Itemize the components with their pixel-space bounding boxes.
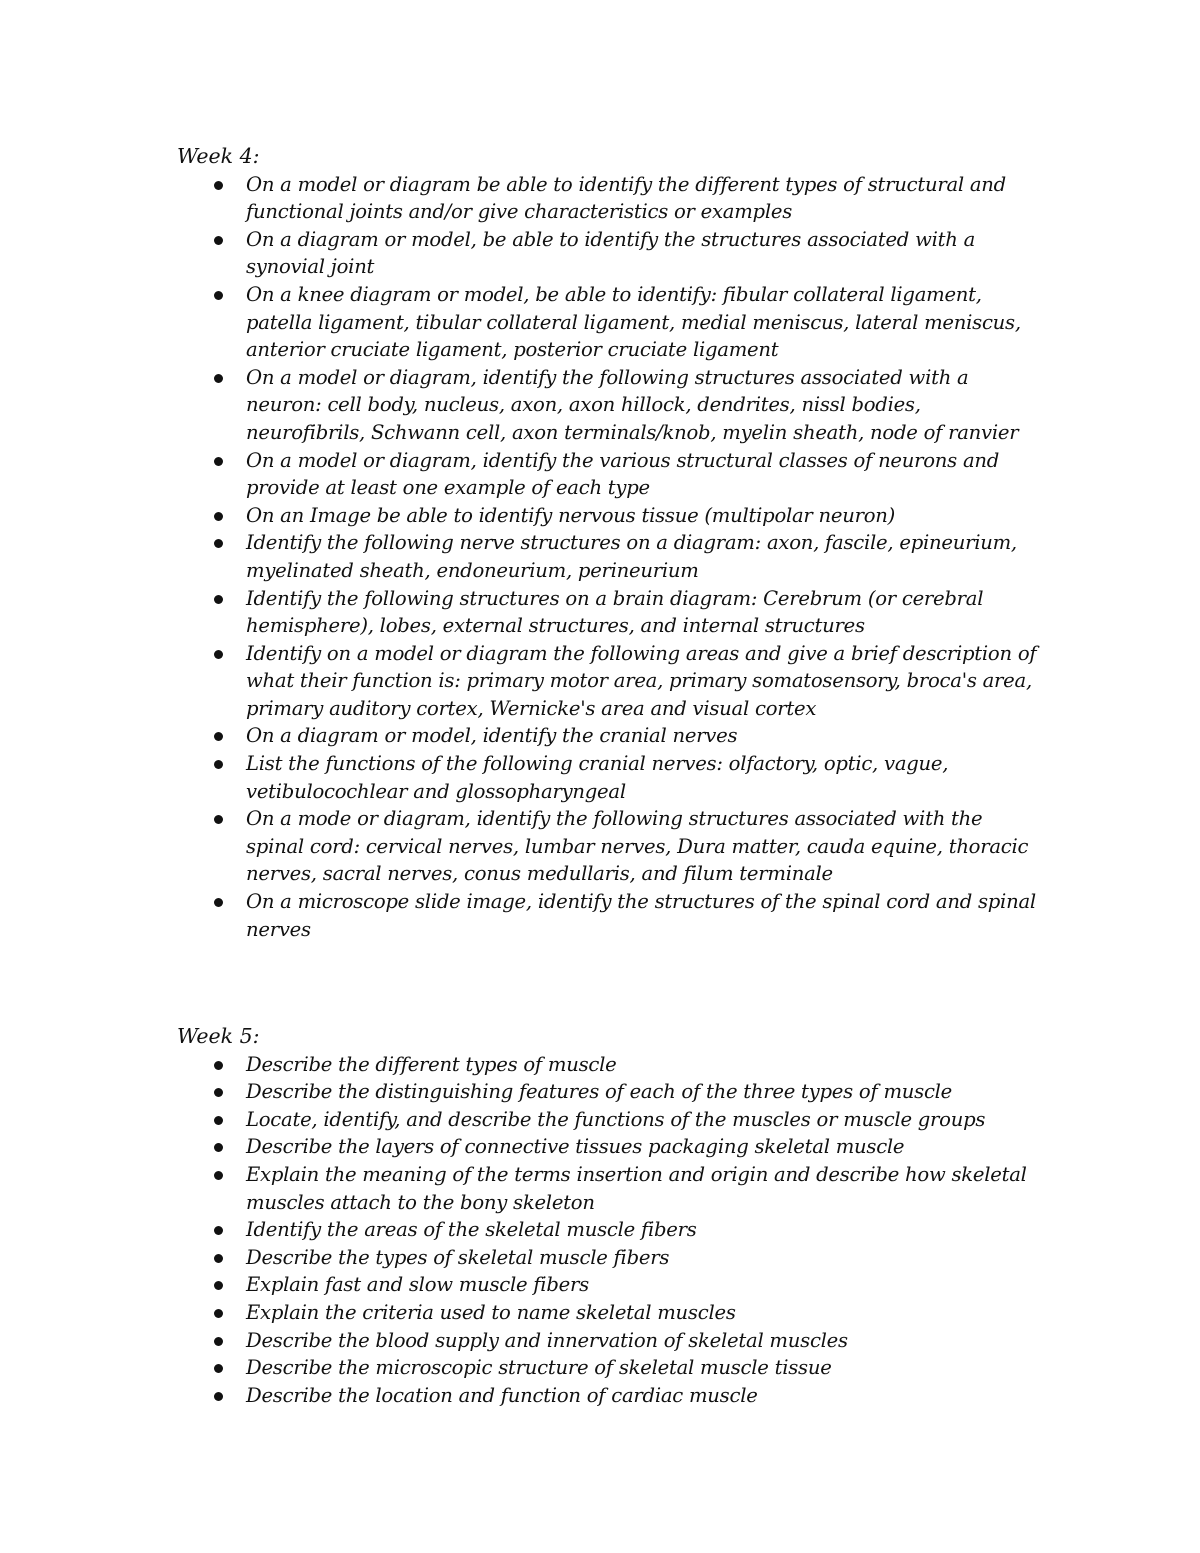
list-item (177, 888, 1037, 943)
bullet-icon (214, 1337, 223, 1346)
bullet-icon (214, 595, 223, 604)
bullet-icon (214, 1226, 223, 1235)
bullet-icon (214, 1281, 223, 1290)
list-item (177, 640, 1037, 723)
list-item-text: On a knee diagram or model, be able to identify: fibular collateral ligament, patella ligament, tibular collateral ligament, medial meniscus, lateral meniscus, anterior cruciate ligament, posterior cruciate ligament (246, 282, 1021, 362)
list-item-text: Identify on a model or diagram the following areas and give a brief description of what their function is: primary motor area, primary somatosensory, broca's area, primary auditory cortex, Wernicke's area and visual cortex (246, 641, 1037, 720)
list-item-text: On a model or diagram, identify the various structural classes of neurons and provide at least one example of each type (246, 448, 1000, 500)
week-4-heading: Week 4: (177, 144, 260, 168)
list-item (177, 529, 1037, 584)
list-item (177, 750, 1037, 805)
bullet-icon (214, 1309, 223, 1318)
bullet-icon (214, 374, 223, 383)
list-item-text: Explain the criteria used to name skeletal muscles (246, 1300, 736, 1324)
list-item-text: Locate, identify, and describe the functions of the muscles or muscle groups (246, 1107, 986, 1131)
list-item (177, 1051, 1037, 1079)
list-item-text: Describe the layers of connective tissues packaging skeletal muscle (246, 1135, 905, 1159)
list-item (177, 1078, 1037, 1106)
list-item-text: On a diagram or model, be able to identify the structures associated with a synovial joint (246, 227, 976, 279)
bullet-icon (214, 539, 223, 548)
list-item (177, 1382, 1037, 1410)
week-4-objectives-list (177, 171, 1037, 944)
bullet-icon (214, 291, 223, 300)
bullet-icon (214, 1143, 223, 1152)
list-item-text: On a microscope slide image, identify the structures of the spinal cord and spinal nerves (246, 890, 1036, 941)
bullet-icon (214, 181, 223, 190)
list-item (177, 1244, 1037, 1272)
list-item-text: Describe the blood supply and innervation of skeletal muscles (246, 1328, 848, 1352)
list-item-text: On an Image be able to identify nervous tissue (multipolar neuron) (246, 503, 896, 527)
bullet-icon (214, 1364, 223, 1373)
list-item (177, 447, 1037, 502)
list-item (177, 585, 1037, 640)
week-5-objectives-list (177, 1051, 1037, 1410)
bullet-icon (214, 1061, 223, 1070)
list-item-text: Identify the following nerve structures on a diagram: axon, fascile, epineurium, myelinated sheath, endoneurium, perineurium (246, 531, 1017, 582)
list-item (177, 281, 1037, 364)
list-item-text: Describe the location and function of cardiac muscle (246, 1383, 758, 1407)
list-item-text: Identify the areas of the skeletal muscle fibers (246, 1218, 697, 1242)
bullet-icon (214, 732, 223, 741)
list-item-text: Explain the meaning of the terms insertion and origin and describe how skeletal muscles attach to the bony skeleton (246, 1162, 1027, 1214)
bullet-icon (214, 1392, 223, 1401)
week-5-heading: Week 5: (177, 1024, 260, 1048)
list-item (177, 1216, 1037, 1244)
bullet-icon (214, 898, 223, 907)
list-item (177, 502, 1037, 530)
list-item (177, 171, 1037, 226)
list-item-text: Describe the different types of muscle (246, 1052, 617, 1076)
list-item-text: On a diagram or model, identify the cranial nerves (246, 724, 738, 748)
list-item-text: Describe the microscopic structure of skeletal muscle tissue (246, 1356, 832, 1380)
bullet-icon (214, 1254, 223, 1263)
list-item-text: List the functions of the following cranial nerves: olfactory, optic, vague, vetibulocochlear and glossopharyngeal (246, 752, 949, 803)
list-item-text: On a model or diagram, identify the following structures associated with a neuron: cell body, nucleus, axon, axon hillock, dendrites, nissl bodies, neurofibrils, Schwann cell, axon terminals/knob, myelin sheath, node of ranvier (246, 365, 1019, 444)
bullet-icon (214, 236, 223, 245)
list-item-text: Identify the following structures on a brain diagram: Cerebrum (or cerebral hemisphere), lobes, external structures, and internal structures (246, 586, 984, 638)
bullet-icon (214, 760, 223, 769)
list-item (177, 1354, 1037, 1382)
list-item (177, 1327, 1037, 1355)
list-item (177, 226, 1037, 281)
list-item (177, 1271, 1037, 1299)
week-5-section (177, 1023, 1037, 1409)
list-item-text: Describe the distinguishing features of each of the three types of muscle (246, 1080, 953, 1104)
list-item-text: Explain fast and slow muscle fibers (246, 1273, 589, 1297)
bullet-icon (214, 457, 223, 466)
bullet-icon (214, 1088, 223, 1097)
week-4-section (177, 143, 1037, 943)
list-item-text: On a model or diagram be able to identify the different types of structural and functional joints and/or give characteristics or examples (246, 172, 1006, 224)
list-item (177, 805, 1037, 888)
list-item (177, 1106, 1037, 1134)
list-item (177, 1299, 1037, 1327)
list-item (177, 364, 1037, 447)
list-item (177, 1161, 1037, 1216)
bullet-icon (214, 1116, 223, 1125)
list-item (177, 1133, 1037, 1161)
list-item-text: On a mode or diagram, identify the following structures associated with the spinal cord: cervical nerves, lumbar nerves, Dura matter, cauda equine, thoracic nerves, sacral nerves, conus medullaris, and filum terminale (246, 807, 1029, 886)
bullet-icon (214, 1171, 223, 1180)
bullet-icon (214, 512, 223, 521)
list-item (177, 722, 1037, 750)
list-item-text: Describe the types of skeletal muscle fibers (246, 1245, 670, 1269)
bullet-icon (214, 815, 223, 824)
bullet-icon (214, 650, 223, 659)
